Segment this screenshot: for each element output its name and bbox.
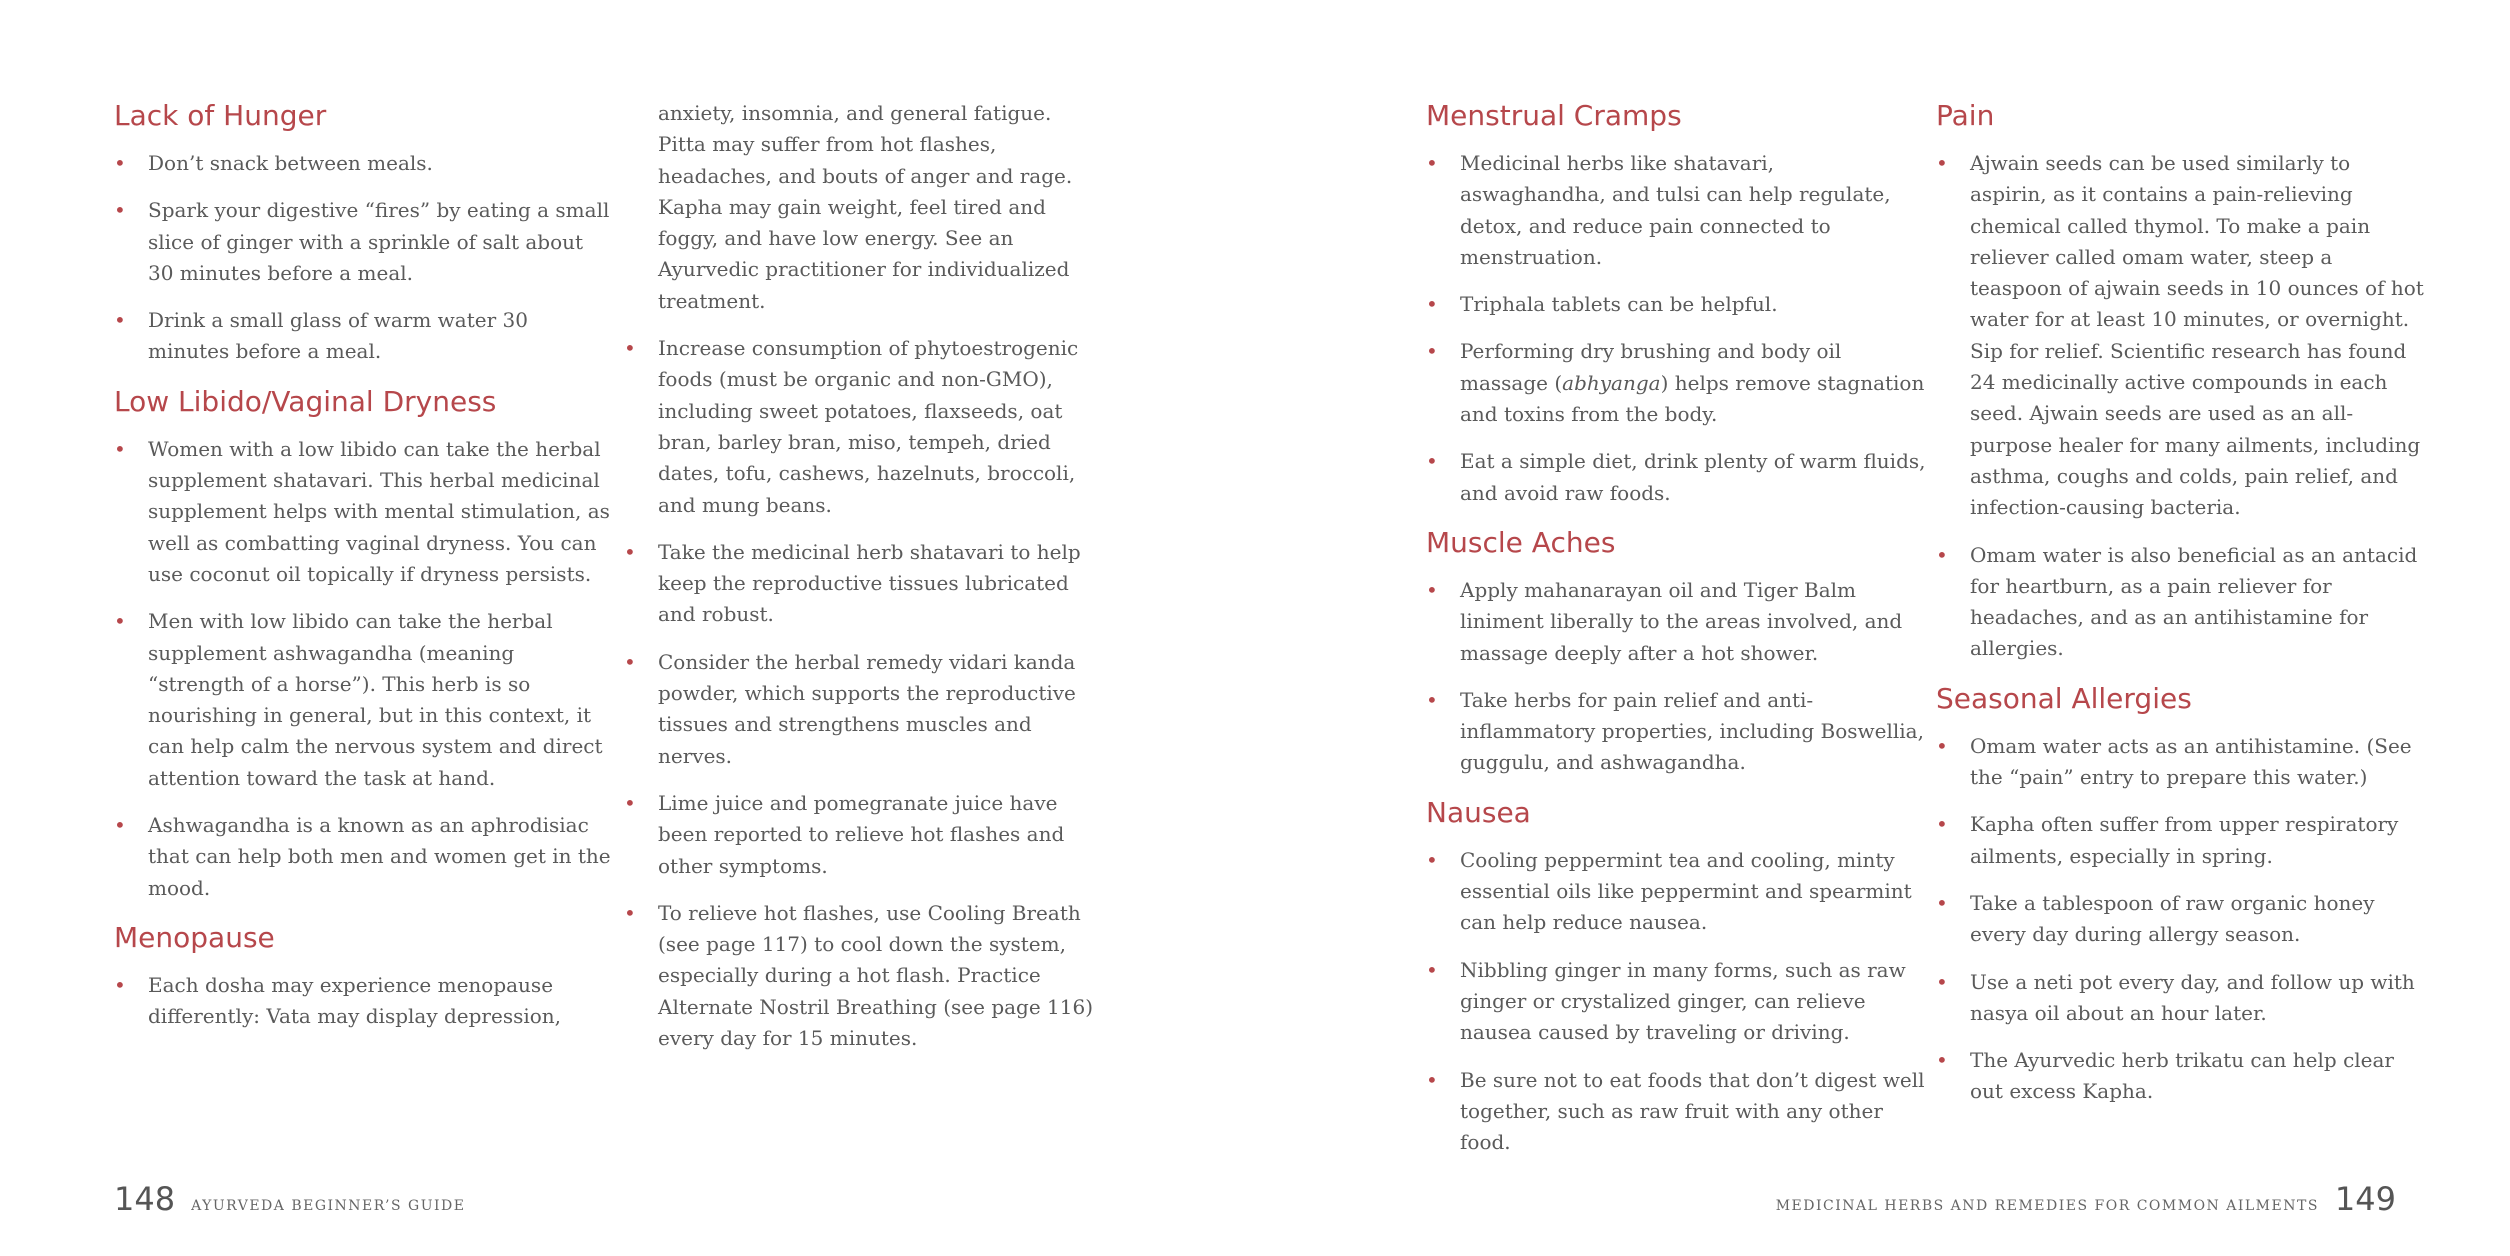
lack-of-hunger-list [114,148,614,368]
seasonal-allergies-list [1936,731,2426,1108]
list-item: • Take herbs for pain relief and anti-inflammatory properties, including Boswellia, guggulu, and ashwagandha. [1426,685,1926,779]
low-libido-list [114,434,614,904]
section-heading-pain: Pain [1936,99,1995,132]
list-item-text: Performing dry brushing and body oil massage ( [1460,339,1842,395]
muscle-aches-list [1426,575,1926,779]
list-item: • Ajwain seeds can be used similarly to aspirin, as it contains a pain-relieving chemical called thymol. To make a pain reliever called omam water, steep a teaspoon of ajwain seeds in 10 ounces of hot water for at least 10 minutes, or overnight. Sip for relief. Scientific research has found 24 medicinally active compounds in each seed. Ajwain seeds are used as an all-purpose healer for many ailments, including asthma, coughs and colds, pain relief, and infection-causing bacteria. [1936,148,2426,524]
menopause-list [114,970,614,1033]
section-heading-nausea: Nausea [1426,795,1531,829]
page-number-right: 149 [2334,1180,2396,1218]
right-column-2 [1936,98,2426,1124]
section-heading-menstrual-cramps: Menstrual Cramps [1426,99,1682,132]
section-heading-lack-of-hunger: Lack of Hunger [114,99,327,132]
list-item: • Lime juice and pomegranate juice have been reported to relieve hot flashes and other symptoms. [624,788,1094,882]
left-column-1 [114,98,614,1049]
left-column-2 [624,98,1094,1070]
list-item: • Be sure not to eat foods that don’t digest well together, such as raw fruit with any other food. [1426,1065,1926,1159]
running-head-right: MEDICINAL HERBS AND REMEDIES FOR COMMON AILMENTS [1775,1198,2319,1214]
list-item: • Eat a simple diet, drink plenty of warm fluids, and avoid raw foods. [1426,446,1926,509]
left-page-footer [114,1180,465,1218]
list-item: • Spark your digestive “fires” by eating a small slice of ginger with a sprinkle of salt about 30 minutes before a meal. [114,195,614,289]
right-column-1 [1426,98,1926,1174]
list-item: • Don’t snack between meals. [114,148,614,179]
running-head-left: AYURVEDA BEGINNER’S GUIDE [191,1198,466,1214]
list-item: • Drink a small glass of warm water 30 minutes before a meal. [114,305,614,368]
menopause-continuation: anxiety, insomnia, and general fatigue. Pitta may suffer from hot flashes, headaches, and bouts of anger and rage. Kapha may gain weight, feel tired and foggy, and have low energy. See an Ayurvedic practitioner for individualized treatment. [658,101,1073,313]
section-heading-seasonal-allergies: Seasonal Allergies [1936,681,2192,715]
list-item: • Use a neti pot every day, and follow up with nasya oil about an hour later. [1936,967,2426,1030]
list-item: • To relieve hot flashes, use Cooling Breath (see page 117) to cool down the system, especially during a hot flash. Practice Alternate Nostril Breathing (see page 116) every day for 15 minutes. [624,898,1094,1054]
list-item: • Omam water acts as an antihistamine. (See the “pain” entry to prepare this water.) [1936,731,2426,794]
list-item: • Increase consumption of phytoestrogenic foods (must be organic and non-GMO), including sweet potatoes, flaxseeds, oat bran, barley bran, miso, tempeh, dried dates, tofu, cashews, hazelnuts, broccoli, and mung beans. [624,333,1094,521]
list-item: • Consider the herbal remedy vidari kanda powder, which supports the reproductive tissues and strengthens muscles and nerves. [624,647,1094,772]
list-item-text: ) helps remove stagnation and toxins from the body. [1460,370,1925,427]
list-item: • Triphala tablets can be helpful. [1426,289,1926,320]
section-heading-low-libido: Low Libido/Vaginal Dryness [114,384,497,418]
list-item: • The Ayurvedic herb trikatu can help clear out excess Kapha. [1936,1045,2426,1108]
list-item: • Women with a low libido can take the herbal supplement shatavari. This herbal medicinal supplement helps with mental stimulation, as well as combatting vaginal dryness. You can use coconut oil topically if dryness persists. [114,434,614,590]
list-item: • Apply mahanarayan oil and Tiger Balm liniment liberally to the areas involved, and massage deeply after a hot shower. [1426,575,1926,669]
list-item: • Men with low libido can take the herbal supplement ashwagandha (meaning “strength of a horse”). This herb is so nourishing in general, but in this context, it can help calm the nervous system and direct attention toward the task at hand. [114,606,614,794]
list-item: • Kapha often suffer from upper respiratory ailments, especially in spring. [1936,809,2426,872]
list-item: • Take the medicinal herb shatavari to help keep the reproductive tissues lubricated and robust. [624,537,1094,631]
menopause-list-continued [624,333,1094,1054]
pain-list [1936,148,2426,665]
list-item: • Each dosha may experience menopause differently: Vata may display depression, [114,970,614,1033]
menstrual-cramps-list [1426,148,1926,509]
list-item-italic-term: abhyanga [1562,370,1661,395]
list-item: • Omam water is also beneficial as an antacid for heartburn, as a pain reliever for headaches, and as an antihistamine for allergies. [1936,540,2426,665]
list-item: • Take a tablespoon of raw organic honey every day during allergy season. [1936,888,2426,951]
section-heading-menopause: Menopause [114,920,275,954]
list-item: • Cooling peppermint tea and cooling, minty essential oils like peppermint and spearmint can help reduce nausea. [1426,845,1926,939]
nausea-list [1426,845,1926,1159]
section-heading-muscle-aches: Muscle Aches [1426,525,1616,559]
page-number-left: 148 [114,1180,176,1218]
list-item [1426,336,1926,430]
right-page-footer [1776,1180,2396,1218]
list-item: • Ashwagandha is a known as an aphrodisiac that can help both men and women get in the mood. [114,810,614,904]
list-item: • Nibbling ginger in many forms, such as raw ginger or crystalized ginger, can relieve nausea caused by traveling or driving. [1426,955,1926,1049]
list-item: • Medicinal herbs like shatavari, aswaghandha, and tulsi can help regulate, detox, and reduce pain connected to menstruation. [1426,148,1926,273]
